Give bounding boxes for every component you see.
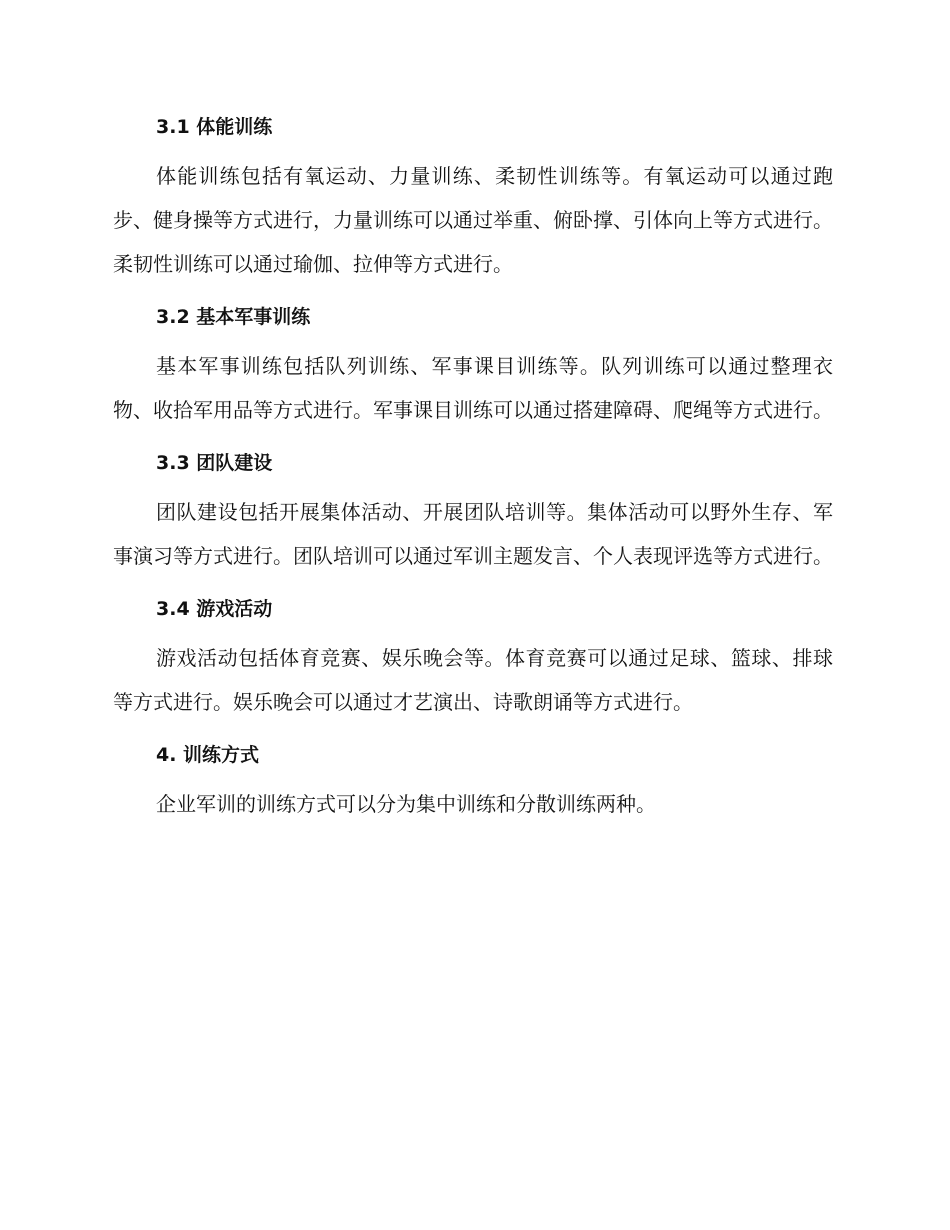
section-heading: 3.4 游戏活动 <box>156 598 273 620</box>
section-3-4 <box>113 590 833 724</box>
section-3-3 <box>113 444 833 578</box>
section-paragraph: 团队建设包括开展集体活动、开展团队培训等。集体活动可以野外生存、军事演习等方式进行。团队培训可以通过军训主题发言、个人表现评选等方式进行。 <box>113 500 833 568</box>
section-heading: 3.3 团队建设 <box>156 452 273 474</box>
section-3-2 <box>113 298 833 432</box>
section-3-1 <box>113 108 833 286</box>
section-heading: 4. 训练方式 <box>156 744 260 766</box>
section-heading: 3.1 体能训练 <box>156 116 273 138</box>
section-paragraph: 体能训练包括有氧运动、力量训练、柔韧性训练等。有氧运动可以通过跑步、健身操等方式进行，力量训练可以通过举重、俯卧撑、引体向上等方式进行。柔韧性训练可以通过瑜伽、拉伸等方式进行。 <box>113 164 833 276</box>
section-4 <box>113 736 833 826</box>
section-paragraph: 企业军训的训练方式可以分为集中训练和分散训练两种。 <box>156 792 656 816</box>
section-paragraph: 游戏活动包括体育竞赛、娱乐晚会等。体育竞赛可以通过足球、篮球、排球等方式进行。娱乐晚会可以通过才艺演出、诗歌朗诵等方式进行。 <box>113 646 833 714</box>
document-body <box>113 108 833 838</box>
section-heading: 3.2 基本军事训练 <box>156 306 311 328</box>
section-paragraph: 基本军事训练包括队列训练、军事课目训练等。队列训练可以通过整理衣物、收拾军用品等方式进行。军事课目训练可以通过搭建障碍、爬绳等方式进行。 <box>113 354 833 422</box>
